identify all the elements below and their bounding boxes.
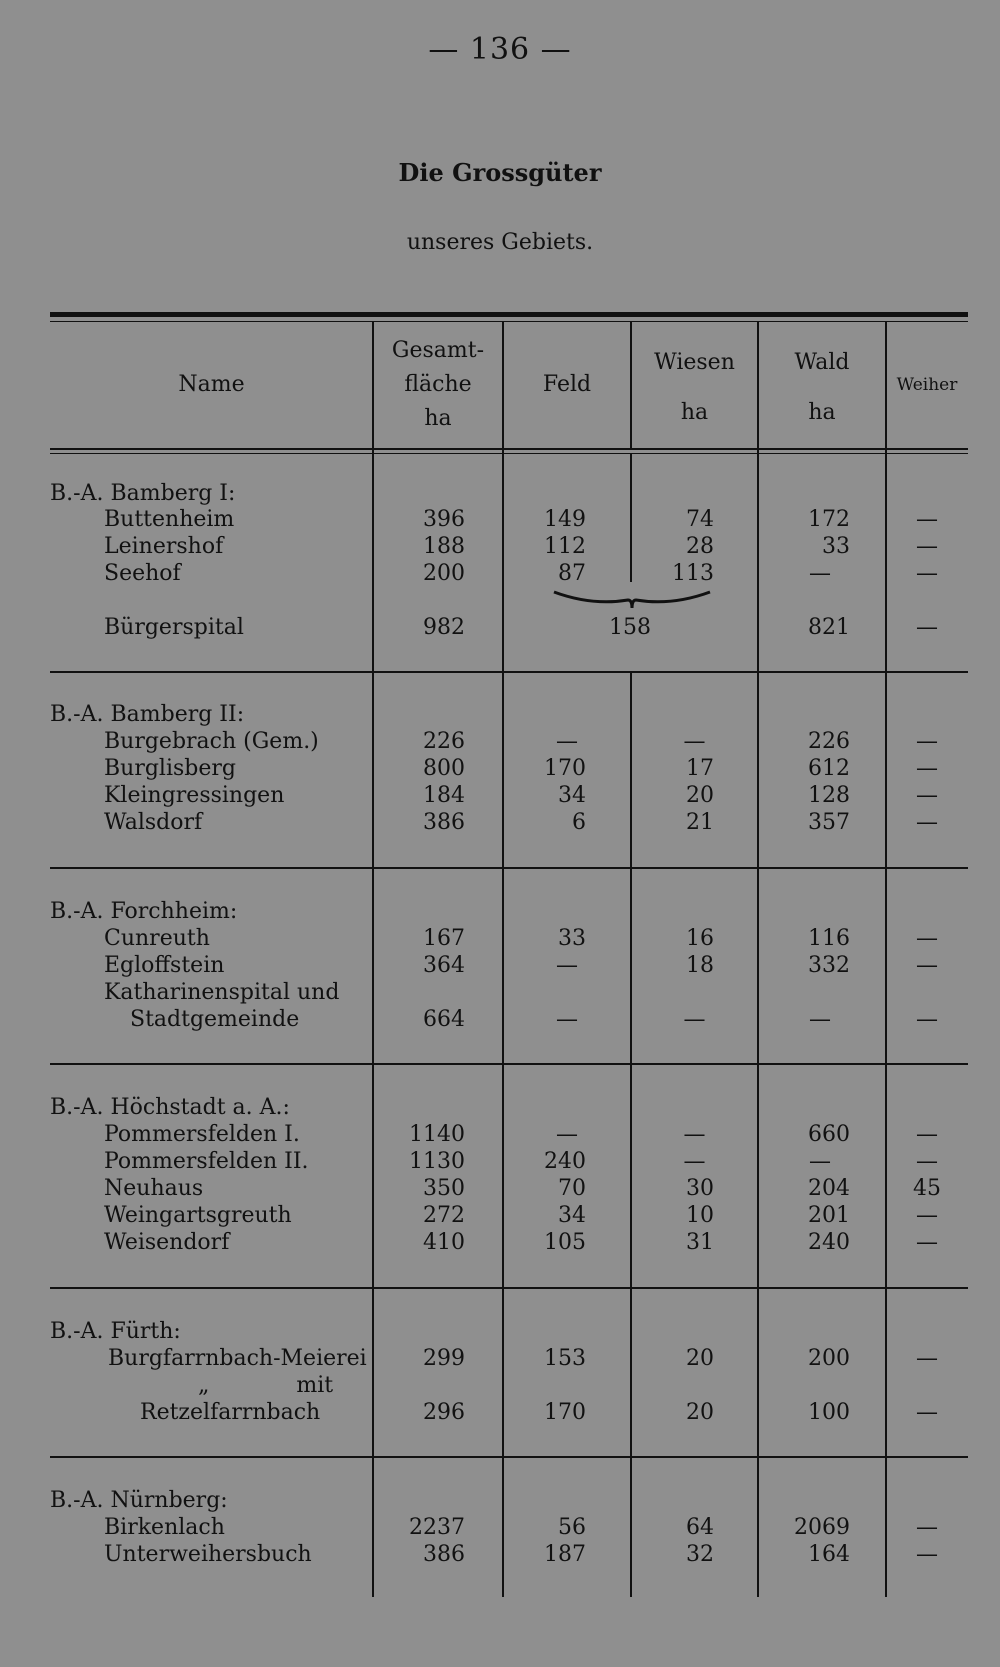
row-wiesen: 10 xyxy=(686,1203,714,1228)
row-name: Pommersfelden I. xyxy=(104,1122,300,1147)
row-feld: — xyxy=(556,1122,578,1147)
row-wald: 226 xyxy=(808,729,850,754)
row-weiher: — xyxy=(916,1400,938,1425)
row-wald: 33 xyxy=(822,534,850,559)
row-feld: 87 xyxy=(558,561,586,586)
row-wald: — xyxy=(809,1007,831,1032)
row-name: Cunreuth xyxy=(104,926,210,951)
row-feld: — xyxy=(556,953,578,978)
row-wiesen: 21 xyxy=(686,810,714,835)
row-name: Burgfarrnbach-Meierei xyxy=(108,1346,367,1371)
row-wiesen: 113 xyxy=(672,561,714,586)
row-name: „ mit xyxy=(198,1373,334,1398)
header-wiesen-line1: Wiesen xyxy=(654,350,735,375)
row-wiesen: 30 xyxy=(686,1176,714,1201)
row-wald: — xyxy=(809,561,831,586)
row-name: Neuhaus xyxy=(104,1176,204,1201)
row-wiesen: 20 xyxy=(686,1400,714,1425)
header-weiher-label: Weiher xyxy=(896,375,958,395)
row-weiher: — xyxy=(916,729,938,754)
row-gesamt: 800 xyxy=(423,756,465,781)
row-wiesen: 32 xyxy=(686,1542,714,1567)
row-feld: — xyxy=(556,1007,578,1032)
row-wald: 660 xyxy=(808,1122,850,1147)
group-separator-3 xyxy=(50,1063,968,1065)
row-gesamt: 184 xyxy=(423,783,465,808)
row-gesamt: 982 xyxy=(423,615,465,640)
group-title-hoechstadt: B.-A. Höchstadt a. A.: xyxy=(50,1095,290,1120)
row-gesamt: 200 xyxy=(423,561,465,586)
row-wald: 200 xyxy=(808,1346,850,1371)
row-wiesen: 17 xyxy=(686,756,714,781)
row-gesamt: 410 xyxy=(423,1230,465,1255)
group-separator-5 xyxy=(50,1456,968,1458)
page-subtitle: unseres Gebiets. xyxy=(406,230,594,255)
row-name: Birkenlach xyxy=(104,1515,225,1540)
row-wiesen: 16 xyxy=(686,926,714,951)
row-name: Retzelfarrnbach xyxy=(140,1400,321,1425)
row-feld: 34 xyxy=(558,1203,586,1228)
row-name: Seehof xyxy=(104,561,181,586)
row-wald: 204 xyxy=(808,1176,850,1201)
row-name: Katharinenspital und xyxy=(104,980,340,1005)
row-weiher: — xyxy=(916,1346,938,1371)
row-name: Stadtgemeinde xyxy=(130,1007,300,1032)
row-feld: 6 xyxy=(572,810,586,835)
row-gesamt: 386 xyxy=(423,1542,465,1567)
row-feld: 149 xyxy=(544,507,586,532)
row-weiher: — xyxy=(916,1230,938,1255)
row-wald: 116 xyxy=(808,926,850,951)
header-gesamt xyxy=(373,334,503,436)
row-gesamt: 167 xyxy=(423,926,465,951)
group-separator-4 xyxy=(50,1287,968,1289)
row-feld-wiesen-combined: 158 xyxy=(609,615,651,640)
row-feld: 240 xyxy=(544,1149,586,1174)
row-name: Kleingressingen xyxy=(104,783,285,808)
row-feld: — xyxy=(556,729,578,754)
row-feld: 170 xyxy=(544,1400,586,1425)
group-title-bamberg-2: B.-A. Bamberg II: xyxy=(50,702,245,727)
header-wald-line2: ha xyxy=(808,400,836,425)
row-wald: 357 xyxy=(808,810,850,835)
row-weiher: 45 xyxy=(913,1176,941,1201)
row-weiher: — xyxy=(916,507,938,532)
table-top-thin-rule xyxy=(50,321,968,322)
row-wald: 332 xyxy=(808,953,850,978)
row-gesamt: 664 xyxy=(423,1007,465,1032)
row-feld: 112 xyxy=(544,534,586,559)
row-gesamt: 1130 xyxy=(409,1149,465,1174)
row-wiesen: 20 xyxy=(686,1346,714,1371)
row-feld: 170 xyxy=(544,756,586,781)
row-feld: 153 xyxy=(544,1346,586,1371)
row-name: Weisendorf xyxy=(104,1230,230,1255)
row-name: Buttenheim xyxy=(104,507,235,532)
row-gesamt: 396 xyxy=(423,507,465,532)
row-gesamt: 272 xyxy=(423,1203,465,1228)
row-wiesen: 18 xyxy=(686,953,714,978)
row-name: Burgebrach (Gem.) xyxy=(104,729,319,754)
header-gesamt-line2: fläche xyxy=(404,372,472,397)
column-divider-3 xyxy=(630,322,632,448)
row-weiher: — xyxy=(916,1515,938,1540)
header-wald xyxy=(758,346,886,430)
row-name: Walsdorf xyxy=(104,810,203,835)
row-weiher: — xyxy=(916,756,938,781)
row-wiesen: — xyxy=(683,1122,706,1147)
header-gesamt-line3: ha xyxy=(424,406,452,431)
row-wald: — xyxy=(809,1149,831,1174)
row-weiher: — xyxy=(916,1007,938,1032)
curly-brace-icon xyxy=(552,588,712,610)
row-wald: 128 xyxy=(808,783,850,808)
row-weiher: — xyxy=(916,561,938,586)
row-wald: 164 xyxy=(808,1542,850,1567)
header-wiesen xyxy=(631,346,758,430)
row-wiesen: 74 xyxy=(686,507,714,532)
row-wiesen: — xyxy=(683,1149,706,1174)
page-number: — 136 — xyxy=(428,32,572,67)
row-weiher: — xyxy=(916,1122,938,1147)
group-separator-1 xyxy=(50,671,968,673)
row-gesamt: 296 xyxy=(423,1400,465,1425)
row-wald: 2069 xyxy=(794,1515,850,1540)
group-separator-2 xyxy=(50,867,968,869)
row-wiesen: 28 xyxy=(686,534,714,559)
row-weiher: — xyxy=(916,1542,938,1567)
row-feld: 187 xyxy=(544,1542,586,1567)
row-wald: 240 xyxy=(808,1230,850,1255)
row-weiher: — xyxy=(916,953,938,978)
row-feld: 56 xyxy=(558,1515,586,1540)
row-weiher: — xyxy=(916,783,938,808)
header-wiesen-line2: ha xyxy=(680,400,709,425)
header-bottom-rule-2 xyxy=(50,453,968,454)
header-gesamt-line1: Gesamt- xyxy=(391,338,485,363)
group-title-bamberg-1: B.-A. Bamberg I: xyxy=(50,481,236,506)
row-name: Burglisberg xyxy=(104,756,236,781)
row-gesamt: 350 xyxy=(423,1176,465,1201)
row-name: Bürgerspital xyxy=(104,615,244,640)
row-feld: 33 xyxy=(558,926,586,951)
row-weiher: — xyxy=(916,1149,938,1174)
group-title-nuernberg: B.-A. Nürnberg: xyxy=(50,1488,228,1513)
row-weiher: — xyxy=(916,810,938,835)
header-wald-line1: Wald xyxy=(794,350,850,375)
row-name: Pommersfelden II. xyxy=(104,1149,309,1174)
row-wald: 172 xyxy=(808,507,850,532)
row-gesamt: 226 xyxy=(423,729,465,754)
header-name-label: Name xyxy=(178,372,245,397)
row-weiher: — xyxy=(916,615,938,640)
row-wald: 201 xyxy=(808,1203,850,1228)
row-gesamt: 1140 xyxy=(409,1122,465,1147)
row-wiesen: 64 xyxy=(686,1515,714,1540)
header-bottom-rule-1 xyxy=(50,448,968,450)
row-gesamt: 364 xyxy=(423,953,465,978)
row-gesamt: 299 xyxy=(423,1346,465,1371)
row-wiesen: — xyxy=(683,729,706,754)
row-weiher: — xyxy=(916,926,938,951)
row-weiher: — xyxy=(916,534,938,559)
group-title-fuerth: B.-A. Fürth: xyxy=(50,1319,181,1344)
row-name: Weingartsgreuth xyxy=(104,1203,292,1228)
page-title: Die Grossgüter xyxy=(398,158,602,187)
row-feld: 70 xyxy=(558,1176,586,1201)
table-top-thick-rule xyxy=(50,312,968,317)
row-feld: 105 xyxy=(544,1230,586,1255)
header-weiher xyxy=(886,368,968,402)
header-feld-label: Feld xyxy=(542,372,592,397)
header-feld xyxy=(503,368,631,402)
row-wiesen: 20 xyxy=(686,783,714,808)
row-name: Egloffstein xyxy=(104,953,225,978)
header-name xyxy=(50,368,373,402)
row-gesamt: 386 xyxy=(423,810,465,835)
row-wald: 100 xyxy=(808,1400,850,1425)
row-wald: 612 xyxy=(808,756,850,781)
row-wiesen: — xyxy=(683,1007,706,1032)
row-weiher: — xyxy=(916,1203,938,1228)
row-wald: 821 xyxy=(808,615,850,640)
row-gesamt: 188 xyxy=(423,534,465,559)
row-name: Leinershof xyxy=(104,534,224,559)
row-wiesen: 31 xyxy=(686,1230,714,1255)
row-feld: 34 xyxy=(558,783,586,808)
row-gesamt: 2237 xyxy=(409,1515,465,1540)
row-name: Unterweihersbuch xyxy=(104,1542,312,1567)
group-title-forchheim: B.-A. Forchheim: xyxy=(50,899,238,924)
